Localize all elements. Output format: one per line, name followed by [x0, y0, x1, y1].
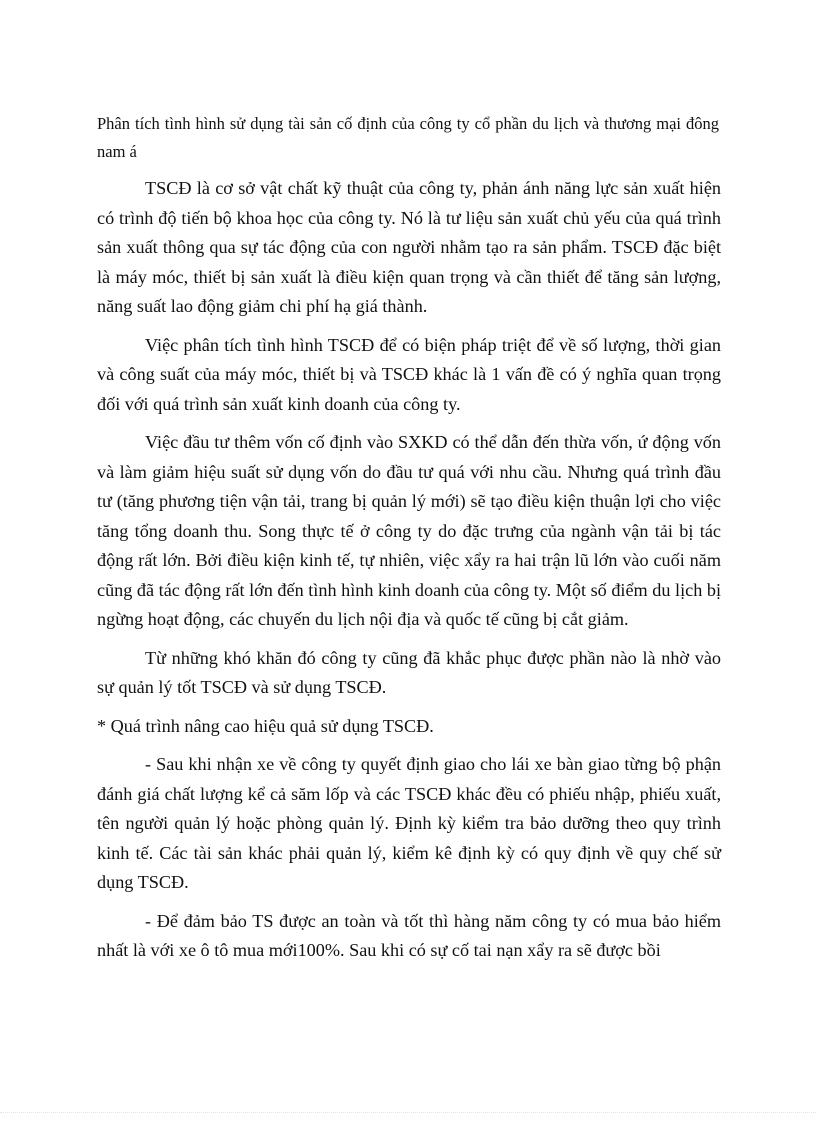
page-bottom-divider — [0, 1112, 816, 1113]
paragraph-insurance: - Để đảm bảo TS được an toàn và tốt thì hàng năm công ty có mua bảo hiểm nhất là với xe ô tô mua mới100%. Sau khi có sự cố tai nạn xẩy ra sẽ được bồi — [97, 910, 721, 960]
paragraph-overcoming-difficulties: Từ những khó khăn đó công ty cũng đã khắc phục được phần nào là nhờ vào sự quản lý tốt TSCĐ và sử dụng TSCĐ. — [97, 647, 721, 697]
section-heading-efficiency: * Quá trình nâng cao hiệu quả sử dụng TSCĐ. — [97, 715, 434, 736]
paragraph-tscd-analysis: Việc phân tích tình hình TSCĐ để có biện pháp triệt để về số lượng, thời gian và công suất của máy móc, thiết bị và TSCĐ khác là 1 vấn đề có ý nghĩa quan trọng đối với quá trình sản xuất kinh doanh của công ty. — [97, 334, 721, 414]
document-title: Phân tích tình hình sử dụng tài sản cố định của công ty cổ phần du lịch và thương mại đông nam á — [97, 114, 719, 161]
paragraph-vehicle-handover: - Sau khi nhận xe về công ty quyết định giao cho lái xe bàn giao từng bộ phận đánh giá chất lượng kể cả săm lốp và các TSCĐ khác đều có phiếu nhập, phiếu xuất, tên người quản lý hoặc phòng quản lý. Định kỳ kiểm tra bảo dưỡng theo quy trình kinh tế. Các tài sản khác phải quản lý, kiểm kê định kỳ có quy định về quy chế sử dụng TSCĐ. — [97, 754, 721, 892]
paragraph-tscd-definition: TSCĐ là cơ sở vật chất kỹ thuật của công ty, phản ánh năng lực sản xuất hiện có trình độ tiến bộ khoa học của công ty. Nó là tư liệu sản xuất chủ yếu của quá trình sản xuất thông qua sự tác động của con người nhằm tạo ra sản phẩm. TSCĐ đặc biệt là máy móc, thiết bị sản xuất là điều kiện quan trọng và cần thiết để tăng sản lượng, năng suất lao động giảm chi phí hạ giá thành. — [97, 178, 721, 316]
paragraph-investment: Việc đầu tư thêm vốn cố định vào SXKD có thể dẫn đến thừa vốn, ứ động vốn và làm giảm hiệu suất sử dụng vốn do đầu tư quá với nhu cầu. Nhưng quá trình đầu tư (tăng phương tiện vận tải, trang bị quản lý mới) sẽ tạo điều kiện thuận lợi cho việc tăng tổng doanh thu. Song thực tế ở công ty do đặc trưng của ngành vận tải bị tác động rất lớn. Bởi điều kiện kinh tế, tự nhiên, việc xẩy ra hai trận lũ lớn vào cuối năm cũng đã tác động rất lớn đến tình hình kinh doanh của công ty. Một số điểm du lịch bị ngừng hoạt động, các chuyến du lịch nội địa và quốc tế cũng bị cắt giảm. — [97, 432, 721, 629]
document-body — [97, 174, 721, 975]
